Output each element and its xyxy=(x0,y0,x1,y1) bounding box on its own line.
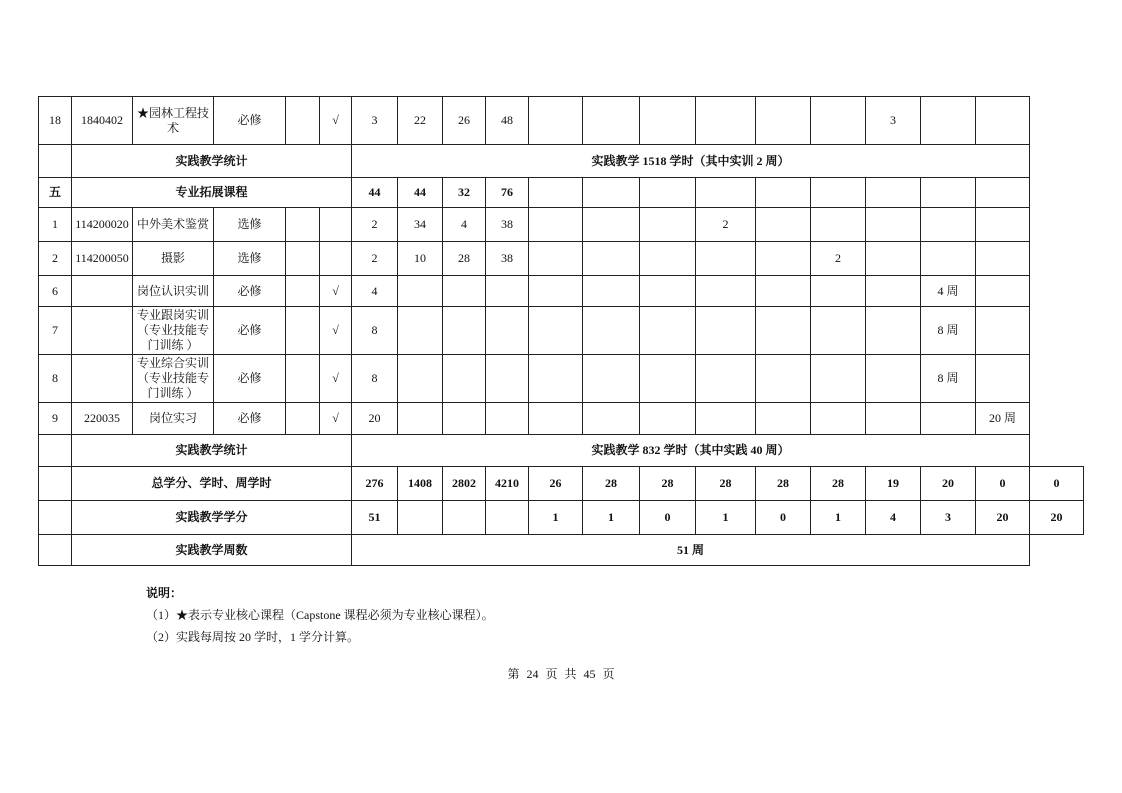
table-row xyxy=(39,242,1084,276)
totals-value: 28 xyxy=(696,467,756,501)
section-row xyxy=(39,178,1084,208)
practice-credit-value: 4 xyxy=(866,501,921,535)
hours-cell: 28 xyxy=(443,242,486,276)
credits-cell: 3 xyxy=(352,97,398,145)
totals-value: 2802 xyxy=(443,467,486,501)
practice-credit-value: 20 xyxy=(1030,501,1084,535)
credits-cell: 8 xyxy=(352,307,398,355)
notes xyxy=(146,582,494,648)
course-name: 岗位认识实训 xyxy=(133,276,214,307)
course-name: 摄影 xyxy=(133,242,214,276)
totals-value: 1408 xyxy=(398,467,443,501)
summary-row xyxy=(39,145,1084,178)
row-index: 1 xyxy=(39,208,72,242)
practice-credit-value: 0 xyxy=(640,501,696,535)
course-name: ★园林工程技术 xyxy=(133,97,214,145)
hours-cell: 38 xyxy=(486,208,529,242)
section-value: 76 xyxy=(486,178,529,208)
summary-row xyxy=(39,435,1084,467)
practice-weeks-label: 实践教学周数 xyxy=(72,535,352,566)
row-index: 2 xyxy=(39,242,72,276)
course-type: 必修 xyxy=(214,97,286,145)
curriculum-table xyxy=(38,96,1084,566)
practice-credit-value: 1 xyxy=(696,501,756,535)
table-row xyxy=(39,355,1084,403)
course-name: 专业跟岗实训（专业技能专门训练 ） xyxy=(133,307,214,355)
semester-cell: 8 周 xyxy=(921,307,976,355)
row-index: 7 xyxy=(39,307,72,355)
practice-credit-value: 3 xyxy=(921,501,976,535)
summary-text: 实践教学 1518 学时（其中实训 2 周） xyxy=(352,145,1030,178)
section-value: 44 xyxy=(352,178,398,208)
course-name: 专业综合实训（专业技能专门训练 ） xyxy=(133,355,214,403)
row-index: 18 xyxy=(39,97,72,145)
section-label: 专业拓展课程 xyxy=(72,178,352,208)
semester-cell: 2 xyxy=(696,208,756,242)
credits-cell: 20 xyxy=(352,403,398,435)
check-mark: √ xyxy=(320,276,352,307)
section-value: 32 xyxy=(443,178,486,208)
row-index: 9 xyxy=(39,403,72,435)
check-mark: √ xyxy=(320,307,352,355)
summary-label: 实践教学统计 xyxy=(72,435,352,467)
totals-value: 28 xyxy=(640,467,696,501)
table-row xyxy=(39,208,1084,242)
totals-value: 28 xyxy=(583,467,640,501)
practice-weeks-row xyxy=(39,535,1084,566)
hours-cell: 48 xyxy=(486,97,529,145)
course-name: 岗位实习 xyxy=(133,403,214,435)
totals-value: 4210 xyxy=(486,467,529,501)
table-row xyxy=(39,403,1084,435)
credits-cell: 8 xyxy=(352,355,398,403)
totals-label: 总学分、学时、周学时 xyxy=(72,467,352,501)
practice-credits-label: 实践教学学分 xyxy=(72,501,352,535)
practice-weeks-value: 51 周 xyxy=(352,535,1030,566)
table-row xyxy=(39,97,1084,145)
course-code: 1840402 xyxy=(72,97,133,145)
practice-credit-value: 1 xyxy=(529,501,583,535)
totals-value: 26 xyxy=(529,467,583,501)
totals-row xyxy=(39,467,1084,501)
semester-cell: 2 xyxy=(811,242,866,276)
section-index: 五 xyxy=(39,178,72,208)
hours-cell: 38 xyxy=(486,242,529,276)
totals-value: 276 xyxy=(352,467,398,501)
totals-value: 19 xyxy=(866,467,921,501)
course-type: 选修 xyxy=(214,242,286,276)
practice-credit-value: 20 xyxy=(976,501,1030,535)
practice-credits-row xyxy=(39,501,1084,535)
course-code: 114200050 xyxy=(72,242,133,276)
course-code: 114200020 xyxy=(72,208,133,242)
totals-value: 28 xyxy=(811,467,866,501)
hours-cell: 10 xyxy=(398,242,443,276)
summary-text: 实践教学 832 学时（其中实践 40 周） xyxy=(352,435,1030,467)
credits-cell: 2 xyxy=(352,208,398,242)
row-index: 6 xyxy=(39,276,72,307)
course-type: 必修 xyxy=(214,403,286,435)
practice-credits-total: 51 xyxy=(352,501,398,535)
check-mark: √ xyxy=(320,97,352,145)
course-type: 必修 xyxy=(214,355,286,403)
totals-value: 0 xyxy=(976,467,1030,501)
section-value: 44 xyxy=(398,178,443,208)
page-number: 第 24 页 共 45 页 xyxy=(507,667,615,681)
credits-cell: 4 xyxy=(352,276,398,307)
table-row xyxy=(39,307,1084,355)
table-row xyxy=(39,276,1084,307)
practice-credit-value: 1 xyxy=(583,501,640,535)
semester-cell: 4 周 xyxy=(921,276,976,307)
notes-title: 说明： xyxy=(146,586,183,600)
totals-value: 0 xyxy=(1030,467,1084,501)
course-type: 选修 xyxy=(214,208,286,242)
credits-cell: 2 xyxy=(352,242,398,276)
hours-cell: 22 xyxy=(398,97,443,145)
course-name: 中外美术鉴赏 xyxy=(133,208,214,242)
practice-credit-value: 1 xyxy=(811,501,866,535)
check-mark: √ xyxy=(320,355,352,403)
semester-cell: 20 周 xyxy=(976,403,1030,435)
notes-line: （1）★表示专业核心课程（Capstone 课程必须为专业核心课程）。 xyxy=(146,608,494,622)
course-code: 220035 xyxy=(72,403,133,435)
totals-value: 20 xyxy=(921,467,976,501)
practice-credit-value: 0 xyxy=(756,501,811,535)
totals-value: 28 xyxy=(756,467,811,501)
semester-cell: 8 周 xyxy=(921,355,976,403)
row-index: 8 xyxy=(39,355,72,403)
notes-line: （2）实践每周按 20 学时，1 学分计算。 xyxy=(146,630,360,644)
summary-label: 实践教学统计 xyxy=(72,145,352,178)
course-type: 必修 xyxy=(214,307,286,355)
hours-cell: 34 xyxy=(398,208,443,242)
check-mark: √ xyxy=(320,403,352,435)
hours-cell: 4 xyxy=(443,208,486,242)
semester-cell: 3 xyxy=(866,97,921,145)
hours-cell: 26 xyxy=(443,97,486,145)
course-type: 必修 xyxy=(214,276,286,307)
